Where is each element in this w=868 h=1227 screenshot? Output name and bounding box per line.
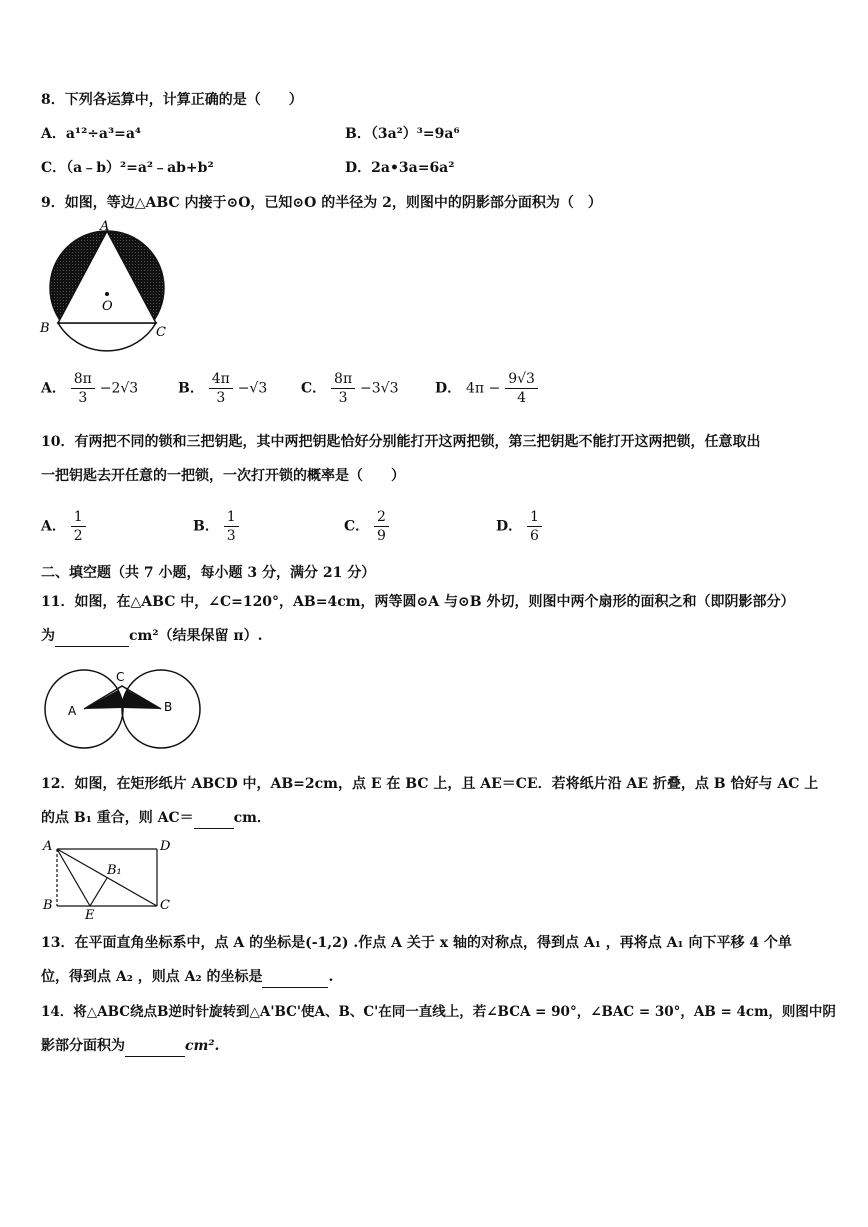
q12-stem-line1: 12．如图，在矩形纸片 ABCD 中，AB=2cm，点 E 在 BC 上，且 AE＝CE．若将纸片沿 AE 折叠，点 B 恰好与 AC 上 [41,776,819,792]
label-a: A [100,219,110,234]
q8-option-a: A．a¹²÷a³=a⁴ [41,126,142,142]
q9-option-d: D． 4π − $\frac{9√3}{4}$ [435,370,538,407]
label-c: C [160,898,170,913]
label-d: D [160,839,171,854]
label-b: B [43,898,53,913]
label-b1: B₁ [107,863,122,878]
q10-stem-line1: 10．有两把不同的锁和三把钥匙，其中两把钥匙恰好分别能打开这两把锁，第三把钥匙不能打开这两把锁，任意取出 [41,434,761,450]
q12-answer-blank [194,808,234,829]
q9-stem: 9．如图，等边△ABC 内接于⊙O，已知⊙O 的半径为 2，则图中的阴影部分面积为（ ） [41,195,602,211]
q14-stem-line2: 影部分面积为 cm². [41,1036,219,1057]
q9-option-a: A． $\frac{8\pi}{3}$ −2√3 [41,371,139,406]
label-c: C [156,325,166,340]
q8-option-b: B．（3a²）³=9a⁶ [345,126,460,142]
q9-option-b: B． $\frac{4\pi}{3}$ −√3 [178,371,268,406]
q11-figure [40,664,204,754]
q13-stem-line1: 13．在平面直角坐标系中，点 A 的坐标是(-1,2) .作点 A 关于 x 轴的对称点，得到点 A₁ ，再将点 A₁ 向下平移 4 个单 [41,935,792,951]
label-c: C [116,670,125,684]
label-b: B [164,700,173,714]
q13-answer-blank [262,967,328,988]
label-a: A [68,704,77,718]
q11-stem-line1: 11．如图，在△ABC 中，∠C=120°，AB=4cm，两等圆⊙A 与⊙B 外切，则图中两个扇形的面积之和（即阴影部分） [41,594,795,610]
q13-stem-line2: 位，得到点 A₂ ，则点 A₂ 的坐标是 . [41,967,333,988]
q10-option-d: D． $\frac{1}{6}$ [496,508,542,545]
label-b: B [40,321,50,336]
q12-stem-line2: 的点 B₁ 重合，则 AC＝ cm． [41,808,271,829]
q8-option-d: D．2a•3a=6a² [345,160,455,176]
q10-option-c: C． $\frac{2}{9}$ [344,508,389,545]
q9-option-c: C． $\frac{8\pi}{3}$ −3√3 [301,371,399,406]
q10-stem-line2: 一把钥匙去开任意的一把锁，一次打开锁的概率是（ ） [41,468,405,484]
q10-option-b: B． $\frac{1}{3}$ [193,508,239,545]
q9-figure [38,215,178,355]
q11-stem-line2: 为 cm²（结果保留 π）. [41,626,262,647]
segment-eb1 [90,878,107,906]
q14-stem-line1: 14．将△ABC绕点B逆时针旋转到△A'BC'使A、B、C'在同一直线上，若∠BCA = 90°，∠BAC = 30°，AB = 4cm，则图中阴 [41,1004,836,1020]
section-heading: 二、填空题（共 7 小题，每小题 3 分，满分 21 分） [41,565,376,581]
label-a: A [43,839,53,854]
q8-option-c: C．（a﹣b）²=a²﹣ab+b² [41,160,214,176]
q10-option-a: A． $\frac{1}{2}$ [41,508,86,545]
q8-stem: 8．下列各运算中，计算正确的是（ ） [41,92,303,108]
q14-answer-blank [125,1036,185,1057]
label-e: E [85,908,95,920]
q11-answer-blank [55,626,129,647]
unshaded-segment-bc [58,323,156,351]
fold-line-ae [57,849,90,906]
center-point-o [105,292,109,296]
label-o: O [102,299,113,314]
q12-figure [40,836,180,920]
